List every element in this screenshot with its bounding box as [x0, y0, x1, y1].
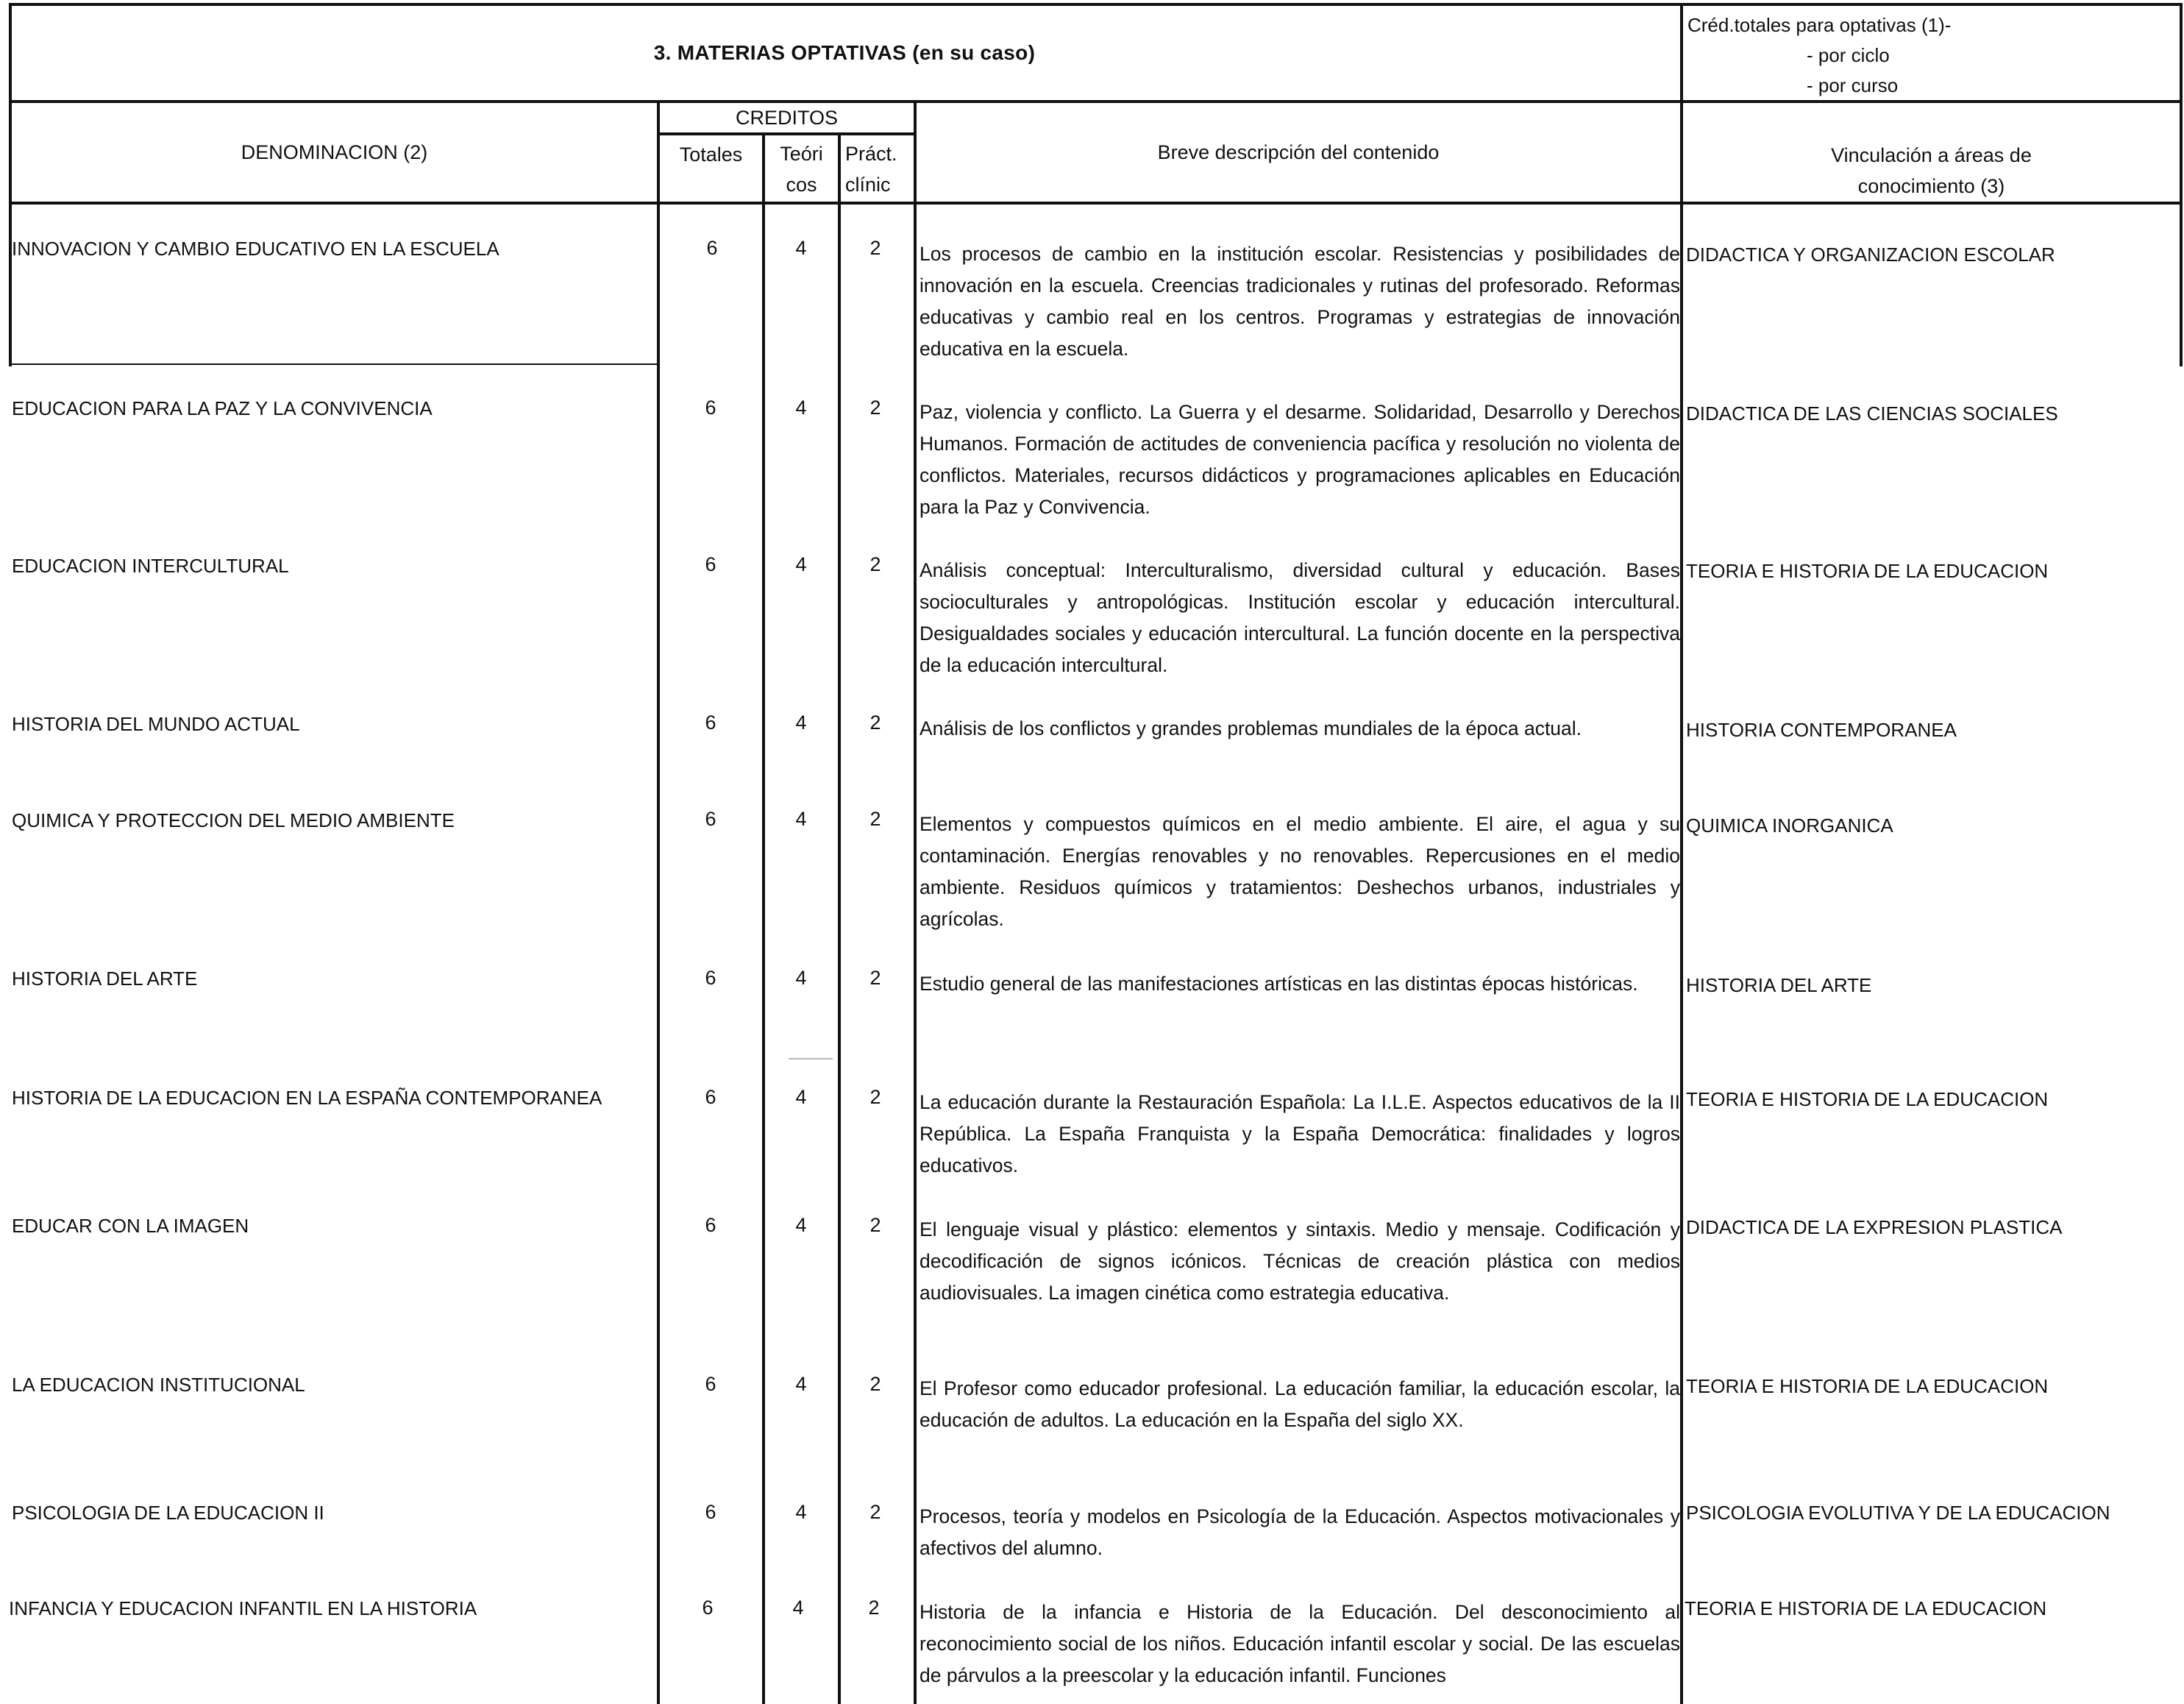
- creditos-totales-label: Créd.totales para optativas (1)-: [1687, 14, 1952, 36]
- row-8-descripcion: El lenguaje visual y plástico: elementos y sintaxis. Medio y mensaje. Codificación y decodificación de signos icónicos. Técnicas de creación plástica con medios audiovisuales. La imagen cinética como estrategia educativa.: [920, 1218, 1680, 1304]
- scan-mark: [789, 1058, 833, 1059]
- row-9-teoricos: 4: [795, 1373, 807, 1395]
- row-8-totales: 6: [705, 1214, 716, 1236]
- col-line-teoricos: [762, 132, 765, 1704]
- col-line-descripcion: [914, 100, 917, 1704]
- row-11-descripcion: Historia de la infancia e Historia de la Educación. Del desconocimiento al reconocimiento social de los niños. Educación infantil escolar y social. De las escuelas de párvulos a la preescolar y la educación infantil. Funciones: [920, 1601, 1680, 1686]
- row-5-vinculacion: QUIMICA INORGANICA: [1686, 814, 1893, 837]
- row-1-denominacion: INNOVACION Y CAMBIO EDUCATIVO EN LA ESCUELA: [12, 238, 499, 260]
- row-10-totales: 6: [705, 1501, 716, 1523]
- col-line-totales: [657, 100, 660, 1704]
- col-header-teoricos: [765, 138, 838, 200]
- row-6-denominacion: HISTORIA DEL ARTE: [12, 968, 198, 990]
- row-10-practicos: 2: [869, 1501, 881, 1523]
- row-11-totales: 6: [702, 1597, 714, 1619]
- col-header-practicos-line2: clínic: [845, 174, 891, 196]
- row-2-denominacion: EDUCACION PARA LA PAZ Y LA CONVIVENCIA: [12, 397, 433, 419]
- row-4-teoricos: 4: [795, 711, 807, 734]
- page-title: 3. MATERIAS OPTATIVAS (en su caso): [653, 41, 1036, 64]
- row-11-denominacion: INFANCIA Y EDUCACION INFANTIL EN LA HISTORIA: [9, 1597, 477, 1619]
- row-8-denominacion: EDUCAR CON LA IMAGEN: [12, 1215, 249, 1237]
- col-header-teoricos-line2: cos: [786, 174, 817, 196]
- row-11-teoricos: 4: [792, 1597, 804, 1619]
- table-right-border: [2180, 3, 2183, 366]
- row-6-totales: 6: [705, 967, 716, 989]
- row-1-practicos: 2: [869, 237, 881, 259]
- row-7-descripcion: La educación durante la Restauración Española: La I.L.E. Aspectos educativos de la II República. La España Franquista y la España Democrática: finalidades y logros educativos.: [920, 1091, 1680, 1176]
- col-header-practicos: [841, 138, 914, 200]
- row-4-practicos: 2: [869, 711, 881, 734]
- row-10-descripcion: Procesos, teoría y modelos en Psicología de la Educación. Aspectos motivacionales y afectivos del alumno.: [920, 1505, 1680, 1559]
- creditos-por-ciclo: - por ciclo: [1807, 44, 1890, 66]
- col-header-teoricos-line1: Teóri: [780, 143, 823, 165]
- row-11-practicos: 2: [868, 1597, 880, 1619]
- row-2-descripcion: Paz, violencia y conflicto. La Guerra y el desarme. Solidaridad, Desarrollo y Derechos Humanos. Formación de actitudes de conveniencia pacífica y resolución no violenta de conflictos. Materiales, recursos didácticos y programaciones aplicables en Educación para la Paz y Convivencia.: [920, 401, 1680, 518]
- row-1-teoricos: 4: [795, 237, 807, 259]
- row-1-totales: 6: [706, 237, 718, 259]
- row-10-vinculacion: PSICOLOGIA EVOLUTIVA Y DE LA EDUCACION: [1686, 1502, 2110, 1524]
- col-header-practicos-line1: Práct.: [845, 143, 897, 165]
- row-10-denominacion: PSICOLOGIA DE LA EDUCACION II: [12, 1502, 324, 1524]
- row-6-vinculacion: HISTORIA DEL ARTE: [1686, 974, 1872, 996]
- row-9-vinculacion: TEORIA E HISTORIA DE LA EDUCACION: [1686, 1375, 2049, 1397]
- row-4-denominacion: HISTORIA DEL MUNDO ACTUAL: [12, 713, 300, 735]
- row-8-practicos: 2: [869, 1214, 881, 1236]
- creditos-sub-border: [658, 132, 915, 135]
- row-5-practicos: 2: [869, 808, 881, 830]
- col-header-vinculacion: [1683, 140, 2180, 202]
- row-1-descripcion: Los procesos de cambio en la institución escolar. Resistencias y posibilidades de innovación en la escuela. Creencias tradicionales y rutinas del profesorado. Reformas educativas y cambio real en los centros. Programas y estrategias de innovación educativa en la escuela.: [920, 243, 1680, 360]
- column-header-bottom-border: [9, 202, 2181, 205]
- creditos-por-curso: - por curso: [1807, 74, 1899, 96]
- row-5-denominacion: QUIMICA Y PROTECCION DEL MEDIO AMBIENTE: [12, 809, 455, 831]
- col-header-creditos: CREDITOS: [735, 107, 839, 129]
- row-1-bottom-border: [9, 363, 658, 365]
- creditos-totales-optativas: [1686, 10, 2171, 101]
- row-3-practicos: 2: [869, 553, 881, 575]
- row-7-totales: 6: [705, 1086, 716, 1108]
- row-7-vinculacion: TEORIA E HISTORIA DE LA EDUCACION: [1686, 1088, 2049, 1110]
- row-3-denominacion: EDUCACION INTERCULTURAL: [12, 555, 289, 577]
- row-7-denominacion: HISTORIA DE LA EDUCACION EN LA ESPAÑA CONTEMPORANEA: [12, 1087, 602, 1109]
- row-9-descripcion: El Profesor como educador profesional. La educación familiar, la educación escolar, la educación de adultos. La educación en la España del siglo XX.: [920, 1377, 1680, 1431]
- row-11-vinculacion: TEORIA E HISTORIA DE LA EDUCACION: [1685, 1597, 2047, 1619]
- row-4-descripcion: Análisis de los conflictos y grandes problemas mundiales de la época actual.: [920, 717, 1582, 739]
- row-9-practicos: 2: [869, 1373, 881, 1395]
- col-line-vinculacion: [1680, 3, 1683, 1704]
- col-header-vinculacion-line2: conocimiento (3): [1857, 175, 2005, 197]
- row-7-practicos: 2: [869, 1086, 881, 1108]
- row-8-vinculacion: DIDACTICA DE LA EXPRESION PLASTICA: [1686, 1216, 2063, 1238]
- row-2-practicos: 2: [869, 397, 881, 419]
- row-4-vinculacion: HISTORIA CONTEMPORANEA: [1686, 719, 1957, 741]
- row-4-totales: 6: [705, 711, 716, 734]
- row-2-vinculacion: DIDACTICA DE LAS CIENCIAS SOCIALES: [1686, 402, 2058, 425]
- row-10-teoricos: 4: [795, 1501, 807, 1523]
- row-3-descripcion: Análisis conceptual: Interculturalismo, diversidad cultural y educación. Bases socioculturales y antropológicas. Institución escolar y educación intercultural. Desigualdades sociales y educación intercultural. La función docente en la perspectiva de la educación intercultural.: [920, 559, 1680, 676]
- row-5-descripcion: Elementos y compuestos químicos en el medio ambiente. El aire, el agua y su contaminación. Energías renovables y no renovables. Repercusiones en el medio ambiente. Residuos químicos y tratamientos: Deshechos urbanos, industriales y agrícolas.: [920, 813, 1680, 930]
- row-7-teoricos: 4: [795, 1086, 807, 1108]
- col-line-practicos: [838, 132, 841, 1704]
- row-3-totales: 6: [705, 553, 716, 575]
- row-1-vinculacion: DIDACTICA Y ORGANIZACION ESCOLAR: [1686, 244, 2055, 266]
- row-9-totales: 6: [705, 1373, 716, 1395]
- row-6-practicos: 2: [869, 967, 881, 989]
- row-6-teoricos: 4: [795, 967, 807, 989]
- row-5-totales: 6: [705, 808, 716, 830]
- row-9-denominacion: LA EDUCACION INSTITUCIONAL: [12, 1374, 305, 1396]
- row-3-vinculacion: TEORIA E HISTORIA DE LA EDUCACION: [1686, 560, 2049, 582]
- row-3-teoricos: 4: [795, 553, 807, 575]
- row-8-teoricos: 4: [795, 1214, 807, 1236]
- row-5-teoricos: 4: [795, 808, 807, 830]
- row-6-descripcion: Estudio general de las manifestaciones artísticas en las distintas épocas históricas.: [920, 973, 1638, 995]
- col-header-vinculacion-line1: Vinculación a áreas de: [1831, 144, 2032, 166]
- col-header-descripcion: Breve descripción del contenido: [1157, 141, 1440, 163]
- col-header-denominacion: DENOMINACION (2): [241, 141, 428, 163]
- row-2-totales: 6: [705, 397, 716, 419]
- col-header-totales: Totales: [679, 143, 743, 166]
- row-2-teoricos: 4: [795, 397, 807, 419]
